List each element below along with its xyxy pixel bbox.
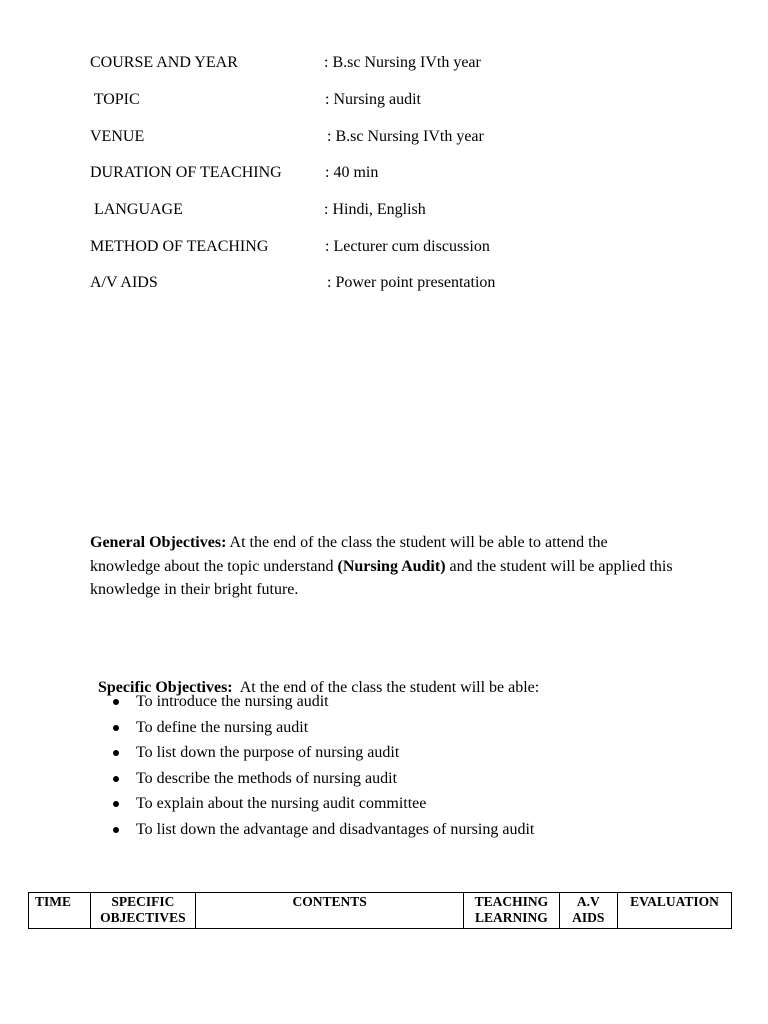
list-item-text: To introduce the nursing audit [136,693,329,710]
specific-objectives-intro: At the end of the class the student will be able: [232,678,540,696]
header-teaching-learning [464,893,559,929]
duration-value: : 40 min [325,164,379,181]
method-value: : Lecturer cum discussion [325,238,490,255]
list-item-text: To list down the purpose of nursing audit [136,744,400,761]
bullet-icon [113,725,119,731]
bullet-icon [113,801,119,807]
language-label: LANGUAGE [90,201,183,218]
av-aids-label: A/V AIDS [90,274,158,291]
list-item-text: To list down the advantage and disadvantages of nursing audit [136,820,535,838]
bullet-icon [113,750,119,756]
header-av-aids [559,893,617,929]
general-objectives-emphasis: (Nursing Audit) [337,557,446,575]
bullet-icon [113,827,119,833]
duration-label: DURATION OF TEACHING [90,164,282,181]
topic-label: TOPIC [90,91,140,108]
header-contents-text: CONTENTS [292,894,367,909]
list-item-text: To explain about the nursing audit committee [136,795,427,812]
bullet-icon [113,699,119,705]
topic-value: : Nursing audit [325,91,421,108]
header-evaluation [618,893,732,929]
list-item [110,715,534,741]
header-teaching-line2: LEARNING [474,910,548,925]
table-header-row [29,893,732,929]
specific-objectives-heading: Specific Objectives: [98,678,233,696]
list-item [110,740,534,766]
list-item [110,817,534,843]
venue-value: : B.sc Nursing IVth year [323,128,484,145]
lesson-plan-table [28,892,732,929]
venue-label: VENUE [90,128,145,145]
header-contents [196,893,464,929]
list-item [110,766,534,792]
header-teaching-line1: TEACHING [474,894,549,909]
list-item [110,689,534,715]
bullet-icon [113,776,119,782]
language-value: : Hindi, English [324,201,426,218]
course-label: COURSE AND YEAR [90,54,238,71]
av-aids-value: : Power point presentation [323,274,496,291]
header-time [29,893,91,929]
header-evaluation-text: EVALUATION [630,894,719,909]
course-value: : B.sc Nursing IVth year [324,54,481,71]
header-specific-objectives [90,893,196,929]
list-item [110,791,534,817]
specific-objectives-list [110,689,534,842]
method-label: METHOD OF TEACHING [90,238,269,255]
header-objectives-line2: OBJECTIVES [100,910,186,925]
header-av-line1: A.V [576,894,600,909]
general-objectives-heading: General Objectives: [90,534,227,551]
header-time-text: TIME [35,894,72,909]
header-objectives-line1: SPECIFIC [111,894,175,909]
general-objectives-text-before: At the end of the class the student will be able to attend the knowledge about the topic understand [90,534,608,575]
general-objectives [90,531,680,602]
header-av-line2: AIDS [572,910,605,925]
general-objectives-text-after: and the student will be applied this knowledge in their bright future. [90,557,673,598]
list-item-text: To define the nursing audit [136,718,309,736]
list-item-text: To describe the methods of nursing audit [136,769,398,787]
